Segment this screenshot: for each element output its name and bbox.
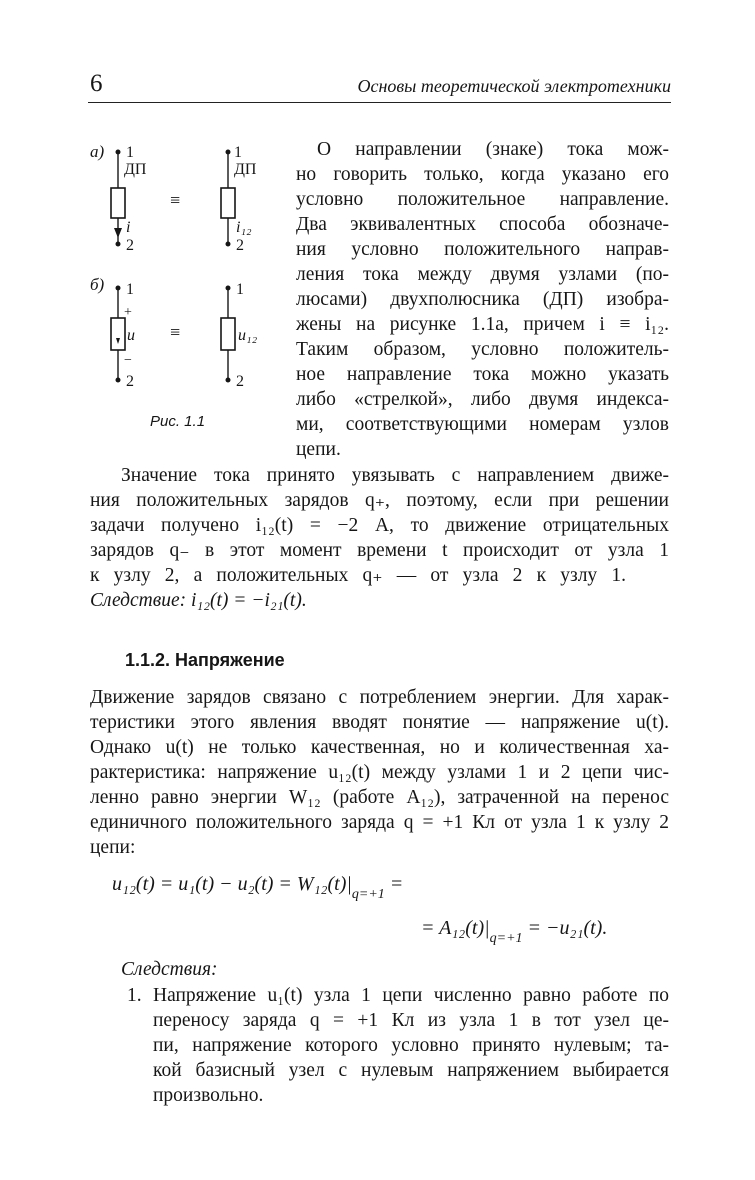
figure-equiv-symbol: ≡ <box>170 190 181 210</box>
running-title: Основы теоретической электротехники <box>357 76 671 96</box>
text-line: люсами) двухполюсника (ДП) изобра- <box>296 289 669 310</box>
equation-expression-end: = −u₂₁(t). <box>522 917 608 939</box>
text-line: Значение тока принято увязывать с направлением движе- <box>121 465 669 486</box>
text-line: О направлении (знаке) тока мож- <box>317 139 669 160</box>
page-number: 6 <box>90 70 103 97</box>
figure-resistor-a-right <box>221 188 235 218</box>
figure-caption: Рис. 1.1 <box>150 413 206 430</box>
equation-line-1 <box>112 873 404 902</box>
figure-part-b-label: б) <box>90 275 105 294</box>
figure-resistor-b-left <box>111 318 125 350</box>
equation-subscript: q=+1 <box>351 887 385 902</box>
text-line: Движение зарядов связано с потреблением энергии. Для харак- <box>90 687 669 708</box>
equation-line-2 <box>421 917 608 946</box>
text-line: ное направление тока можно указать <box>296 364 669 385</box>
text-line: жены на рисунке 1.1а, причем i ≡ i₁₂. <box>296 314 669 335</box>
text-line: условно положительное направление. <box>296 189 669 210</box>
figure-current-i: i <box>126 219 131 236</box>
figure-node-label: 2 <box>236 373 244 390</box>
figure-plus-sign: + <box>124 305 132 320</box>
text-line: пи, напряжение которого условно принято нулевым; та- <box>153 1035 669 1056</box>
list-item-number: 1. <box>127 985 142 1006</box>
text-line: ми, соответствующими номерам узлов <box>296 414 669 435</box>
equation-expression: = A₁₂(t)| <box>421 917 490 939</box>
figure-part-a-label: а) <box>90 142 105 161</box>
figure-node-label: 1 <box>236 281 244 298</box>
figure-dp-label: ДП <box>124 161 147 178</box>
text-line: Два эквивалентных способа обозначе- <box>296 214 669 235</box>
text-line: рактеристика: напряжение u₁₂(t) между узлами 1 и 2 цепи чис- <box>90 762 669 783</box>
figure-voltage-u12: u₁₂ <box>238 327 258 344</box>
text-line: к узлу 2, а положительных q₊ — от узла 2 к узлу 1. <box>90 565 626 586</box>
figure-resistor-a-left <box>111 188 125 218</box>
equation-expression-end: = <box>384 873 404 895</box>
section-heading: 1.1.2. Напряжение <box>125 650 285 670</box>
text-line: ления тока между двумя узлами (по- <box>296 264 669 285</box>
text-line: кой базисный узел с нулевым напряжением выбирается <box>153 1060 669 1081</box>
text-line: цепи. <box>296 439 341 460</box>
figure-node-label: 1 <box>234 144 242 161</box>
text-line: теристики этого явления вводят понятие — напряжение u(t). <box>90 712 669 733</box>
figure-current-i12: i₁₂ <box>236 219 252 236</box>
text-line: задачи получено i₁₂(t) = −2 А, то движение отрицательных <box>90 515 669 536</box>
text-line: ния положительных зарядов q₊, поэтому, если при решении <box>90 490 669 511</box>
text-line: но говорить только, когда указано его <box>296 164 669 185</box>
figure-resistor-b-right <box>221 318 235 350</box>
text-line: Однако u(t) не только качественная, но и количественная ха- <box>90 737 669 758</box>
figure-minus-sign: − <box>124 353 132 368</box>
equation-subscript: q=+1 <box>489 931 523 946</box>
figure-voltage-arrow <box>116 338 120 344</box>
text-line: единичного положительного заряда q = +1 Кл от узла 1 к узлу 2 <box>90 812 669 833</box>
figure-node-label: 2 <box>236 237 244 254</box>
figure-node-label: 1 <box>126 144 134 161</box>
figure-current-arrow <box>114 228 122 238</box>
figure-node-label: 2 <box>126 237 134 254</box>
text-line: переносу заряда q = +1 Кл из узла 1 в тот узел це- <box>153 1010 669 1031</box>
figure-1-1 <box>80 128 280 408</box>
consequences-heading: Следствия: <box>121 959 218 980</box>
text-line: ния условно положительного направ- <box>296 239 669 260</box>
text-line: Напряжение u₁(t) узла 1 цепи численно равно работе по <box>153 985 669 1006</box>
corollary: Следствие: i₁₂(t) = −i₂₁(t). <box>90 590 307 611</box>
equation-expression: u₁₂(t) = u₁(t) − u₂(t) = W₁₂(t)| <box>112 873 352 895</box>
figure-voltage-u: u <box>127 327 135 344</box>
text-line: произвольно. <box>153 1085 264 1106</box>
text-line: зарядов q₋ в этот момент времени t происходит от узла 1 <box>90 540 669 561</box>
text-line: Таким образом, условно положитель- <box>296 339 669 360</box>
text-line: ленно равно энергии W₁₂ (работе A₁₂), затраченной на перенос <box>90 787 669 808</box>
text-line: либо «стрелкой», либо двумя индекса- <box>296 389 669 410</box>
figure-node-label: 2 <box>126 373 134 390</box>
figure-node-label: 1 <box>126 281 134 298</box>
text-line: цепи: <box>90 837 136 858</box>
figure-dp-label: ДП <box>234 161 257 178</box>
figure-equiv-symbol: ≡ <box>170 322 181 342</box>
header-rule <box>88 102 671 103</box>
